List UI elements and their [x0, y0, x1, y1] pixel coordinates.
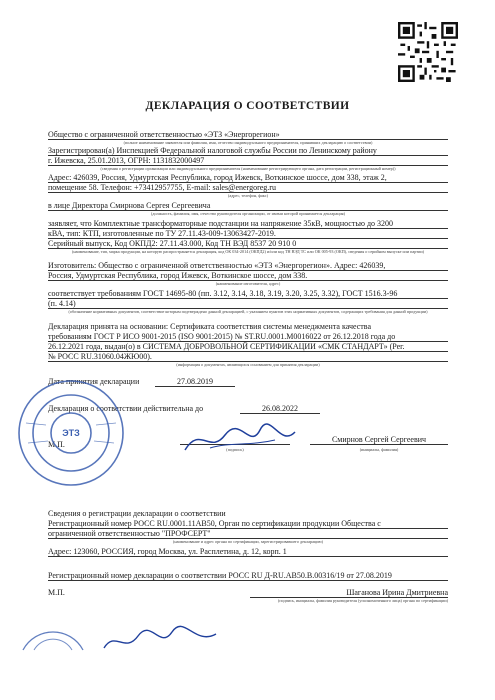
- official-name: Шаганова Ирина Дмитриевна: [250, 588, 448, 598]
- signer-name: Смирнов Сергей Сергеевич: [310, 435, 448, 445]
- official-signature: [100, 624, 220, 660]
- caption-signer: (инициалы, фамилия): [359, 447, 399, 452]
- address-line-1: Адрес: 426039, Россия, Удмуртская Республика, город Ижевск, Воткинское шоссе, дом 338, этаж 2,: [48, 173, 448, 183]
- basis-line-4: № РОСС RU.31060.04ЖЮ00).: [48, 352, 448, 362]
- stamp-mark: М.П.: [48, 440, 65, 449]
- applicant-name: Общество с ограниченной ответственностью «ЭТЗ «Энергорегион»: [48, 130, 448, 140]
- registration-number: Регистрационный номер декларации о соответствии РОСС RU Д-RU.АВ50.В.00316/19 от 27.08.2019: [48, 571, 448, 581]
- validity-label: Декларация о соответствии действительна до: [48, 404, 204, 413]
- caption-director: (должность, фамилия, имя, отчество руководителя организации, от имени которой принимается декларация): [150, 211, 346, 216]
- caption-standards: (обозначение нормативных документов, соответствие которым подтверждено данной декларацией, с указанием пунктов этих нормативных документов, содержащих требования для данной продукции): [68, 309, 428, 314]
- stamp-logo-text: ЭТЗ: [62, 428, 80, 438]
- basis-line-3: 26.12.2021 года, выдан(о) в СИСТЕМА ДОБРОВОЛЬНОЙ СЕРТИФИКАЦИИ «СМК СТАНДАРТ» (Рег.: [48, 342, 448, 352]
- caption-body: (наименование и адрес органа по сертификации, зарегистрировавшего декларацию): [173, 539, 323, 544]
- stamp-mark-2: М.П.: [48, 588, 65, 597]
- basis-line-2: требованиям ГОСТ Р ИСО 9001-2015 (ISO 9001:2015) № ST.RU.0001.M0016022 от 26.12.2018 года до: [48, 332, 448, 342]
- qr-code: [398, 22, 458, 82]
- manufacturer-line-2: Россия, Удмуртская Республика, город Ижевск, Воткинское шоссе, дом 338.: [48, 271, 448, 281]
- director-signature: [180, 420, 300, 460]
- caption-applicant: (полное наименование заявителя или фамилия, имя, отчество индивидуального предпринимателя, принявших декларацию о соответствии): [123, 140, 373, 145]
- company-stamp: [16, 378, 126, 488]
- manufacturer-line-1: Изготовитель: Общество с ограниченной ответственностью «ЭТЗ «Энергорегион». Адрес: 426039,: [48, 261, 448, 271]
- serial-line: Серийный выпуск, Код ОКПД2: 27.11.43.000, Код ТН ВЭД 8537 20 910 0: [48, 239, 448, 249]
- director-line: в лице Директора Смирнова Сергея Сергеевича: [48, 201, 448, 211]
- basis-line-1: Декларация принята на основании: Сертификата соответствия системы менеджмента качества: [48, 322, 372, 331]
- standards-line-1: соответствует требованиям ГОСТ 14695-80 (пп. 3.12, 3.14, 3.18, 3.19, 3.20, 3.25, 3.32), ГОСТ 1516.3-96: [48, 289, 448, 299]
- caption-product: (наименование, тип, марка продукции, на которую распространяется декларация, код ОК 034-2014 (ОКПД2) и/или код ТН ВЭД ТС или ОК 005-93 (ОКП), сведения о серийном выпуске или партии): [71, 249, 424, 254]
- registration-info-line-2: Регистрационный номер РОСС RU.0001.11АВ50, Орган по сертификации продукции Общества с: [48, 519, 448, 529]
- document-title: ДЕКЛАРАЦИЯ О СООТВЕТСТВИИ: [145, 100, 350, 112]
- registration-line-1: Зарегистрирован(а) Инспекцией Федеральной налоговой службы России по Ленинскому району: [48, 146, 448, 156]
- caption-registration: (сведения о регистрации организации или индивидуального предпринимателя (наименование регистрирующего органа, дата регистрации, регистрационный номер)): [100, 166, 396, 171]
- date-label: Дата принятия декларации: [48, 377, 140, 386]
- caption-basis: (информация о документах, являющихся основанием для принятия декларации): [176, 362, 320, 367]
- address-line-2: помещение 58. Телефон: +73412957755, E-mail: sales@energoreg.ru: [48, 183, 448, 193]
- registration-line-2: г. Ижевска, 25.01.2013, ОГРН: 1131832000497: [48, 156, 448, 166]
- caption-official: (подпись, инициалы, фамилия руководителя (уполномоченного лица) органа по сертификации): [277, 598, 448, 603]
- certification-stamp: [18, 612, 88, 652]
- standards-line-2: (п. 4.14): [48, 299, 448, 309]
- declaration-line-1: заявляет, что Комплектные трансформаторные подстанции на напряжение 35кВ, мощностью до 3200: [48, 219, 448, 229]
- caption-address: (адрес, телефон, факс): [228, 193, 268, 198]
- caption-signature: (подпись): [226, 447, 244, 452]
- registration-info-title: Сведения о регистрации декларации о соответствии: [48, 509, 226, 518]
- caption-manufacturer: (наименование изготовителя, адрес): [215, 281, 281, 286]
- registration-info-line-3: ограниченной ответственностью "ПРОФСЕРТ": [48, 529, 448, 539]
- declaration-line-2: кВА, тип: КТП, изготовленные по ТУ 27.11.43-009-13063427-2019.: [48, 229, 448, 239]
- body-address: Адрес: 123060, РОССИЯ, город Москва, ул. Расплетина, д. 12, корп. 1: [48, 547, 448, 557]
- validity-value: 26.08.2022: [240, 404, 320, 414]
- date-value: 27.08.2019: [155, 377, 235, 387]
